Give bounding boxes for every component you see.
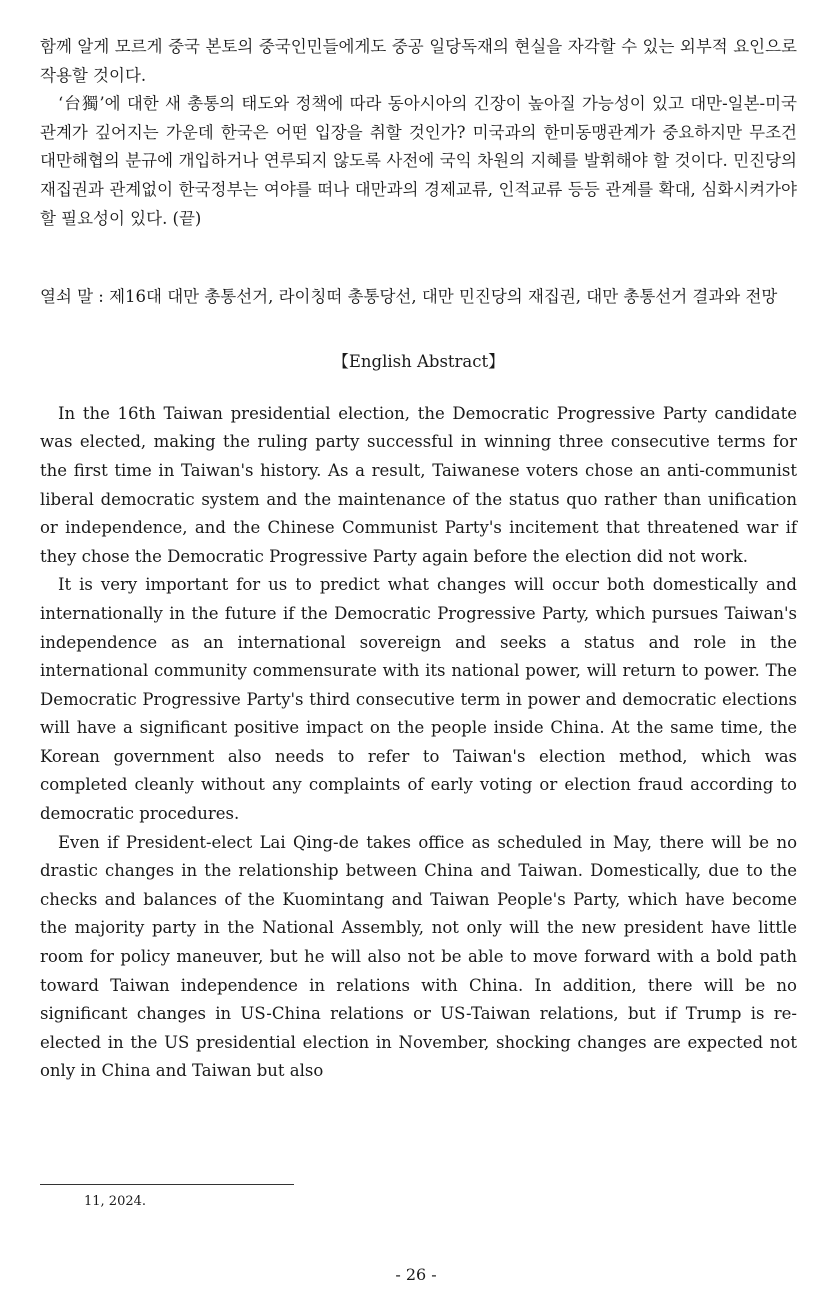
abstract-paragraph-3: Even if President-elect Lai Qing-de takes office as scheduled in May, there will be no drastic changes in the relationship between China and Taiwan. Domestically, due to the checks and balances of the Kuomintang and Taiwan People's Party, which have become the majority party in the National Assembly, not only will the new president have little room for policy maneuver, but he will also not be able to move forward with a bold path toward Taiwan independence in relations with China. In addition, there will be no significant changes in US-China relations or US-Taiwan relations, but if Trump is re-elected in the US presidential election in November, shocking changes are expected not only in China and Taiwan but also xyxy=(40,832,797,1081)
keywords: 열쇠 말 : 제16대 대만 총통선거, 라이칭떠 총통당선, 대만 민진당의 재집권, 대만 총통선거 결과와 전망 xyxy=(40,287,778,307)
korean-paragraph-2: ‘台獨’에 대한 새 총통의 태도와 정책에 따라 동아시아의 긴장이 높아질 가능성이 있고 대만-일본-미국관계가 깊어지는 가운데 한국은 어떤 입장을 취할 것인가? 미국과의 한미동맹관계가 중요하지만 무조건 대만해협의 분규에 개입하거나 연루되지 않도록 사전에 국익 차원의 지혜를 발휘해야 할 것이다. 민진당의 재집권과 관계없이 한국정부는 여야를 떠나 대만과의 경제교류, 인적교류 등등 관계를 확대, 심화시켜가야 할 필요성이 있다. (끝) xyxy=(40,94,797,228)
english-abstract-title: 【English Abstract】 xyxy=(332,351,505,371)
footnote-divider xyxy=(40,1184,294,1185)
footnote: 11, 2024. xyxy=(84,1194,147,1209)
korean-paragraph-1: 함께 알게 모르게 중국 본토의 중국인민들에게도 중공 일당독재의 현실을 자각할 수 있는 외부적 요인으로 작용할 것이다. xyxy=(40,37,797,85)
page-body xyxy=(40,33,797,1086)
page-number: - 26 - xyxy=(395,1265,437,1284)
abstract-paragraph-1: In the 16th Taiwan presidential election, the Democratic Progressive Party candidate was elected, making the ruling party successful in winning three consecutive terms for the first time in Taiwan's history. As a result, Taiwanese voters chose an anti-communist liberal democratic system and the maintenance of the status quo rather than unification or independence, and the Chinese Communist Party's incitement that threatened war if they chose the Democratic Progressive Party again before the election did not work. xyxy=(40,403,797,566)
abstract-paragraph-2: It is very important for us to predict what changes will occur both domestically and internationally in the future if the Democratic Progressive Party, which pursues Taiwan's independence as an international sovereign and seeks a status and role in the international community commensurate with its national power, will return to power. The Democratic Progressive Party's third consecutive term in power and democratic elections will have a significant positive impact on the people inside China. At the same time, the Korean government also needs to refer to Taiwan's election method, which was completed cleanly without any complaints of early voting or election fraud according to democratic procedures. xyxy=(40,575,797,824)
